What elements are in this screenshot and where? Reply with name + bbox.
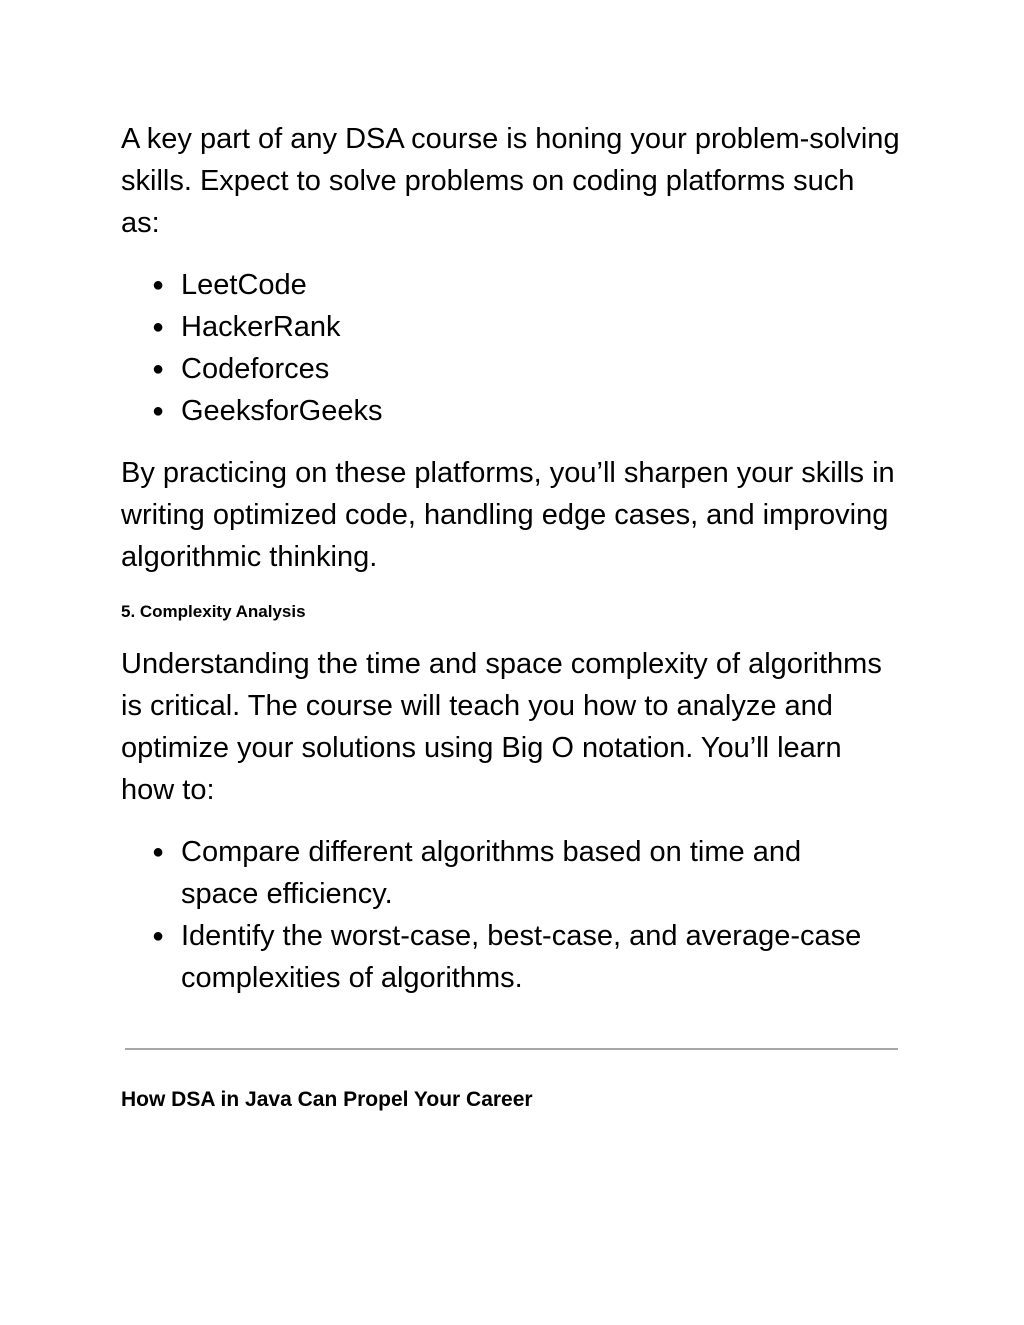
practice-paragraph: By practicing on these platforms, you’ll sharpen your skills in writing optimized code, handling edge cases, and improving algorithmic thinking.: [121, 457, 895, 573]
list-item: [152, 306, 892, 348]
bullet-icon: ●: [152, 400, 165, 422]
list-item: [152, 915, 881, 999]
platform-name: HackerRank: [181, 311, 341, 343]
bullet-icon: ●: [152, 274, 165, 296]
bullet-icon: ●: [152, 316, 165, 338]
platform-name: Codeforces: [181, 353, 330, 385]
list-item: [152, 348, 892, 390]
list-item: [152, 390, 892, 432]
list-item: [152, 831, 881, 915]
bullet-icon: ●: [152, 358, 165, 380]
complexity-point: Compare different algorithms based on time and space efficiency.: [181, 836, 802, 910]
platform-name: GeeksforGeeks: [181, 395, 383, 427]
section-heading-complexity: 5. Complexity Analysis: [121, 602, 306, 621]
bullet-icon: ●: [152, 925, 165, 947]
platform-list: [152, 264, 892, 432]
bullet-icon: ●: [152, 841, 165, 863]
platform-name: LeetCode: [181, 269, 307, 301]
complexity-list: [152, 831, 892, 999]
complexity-point: Identify the worst-case, best-case, and average-case complexities of algorithms.: [181, 920, 862, 994]
intro-paragraph: A key part of any DSA course is honing your problem-solving skills. Expect to solve problems on coding platforms such as:: [121, 123, 900, 239]
horizontal-divider: [125, 1048, 898, 1050]
section-heading-career: How DSA in Java Can Propel Your Career: [121, 1088, 533, 1111]
complexity-paragraph: Understanding the time and space complexity of algorithms is critical. The course will teach you how to analyze and optimize your solutions using Big O notation. You’ll learn how to:: [121, 648, 882, 806]
list-item: [152, 264, 892, 306]
